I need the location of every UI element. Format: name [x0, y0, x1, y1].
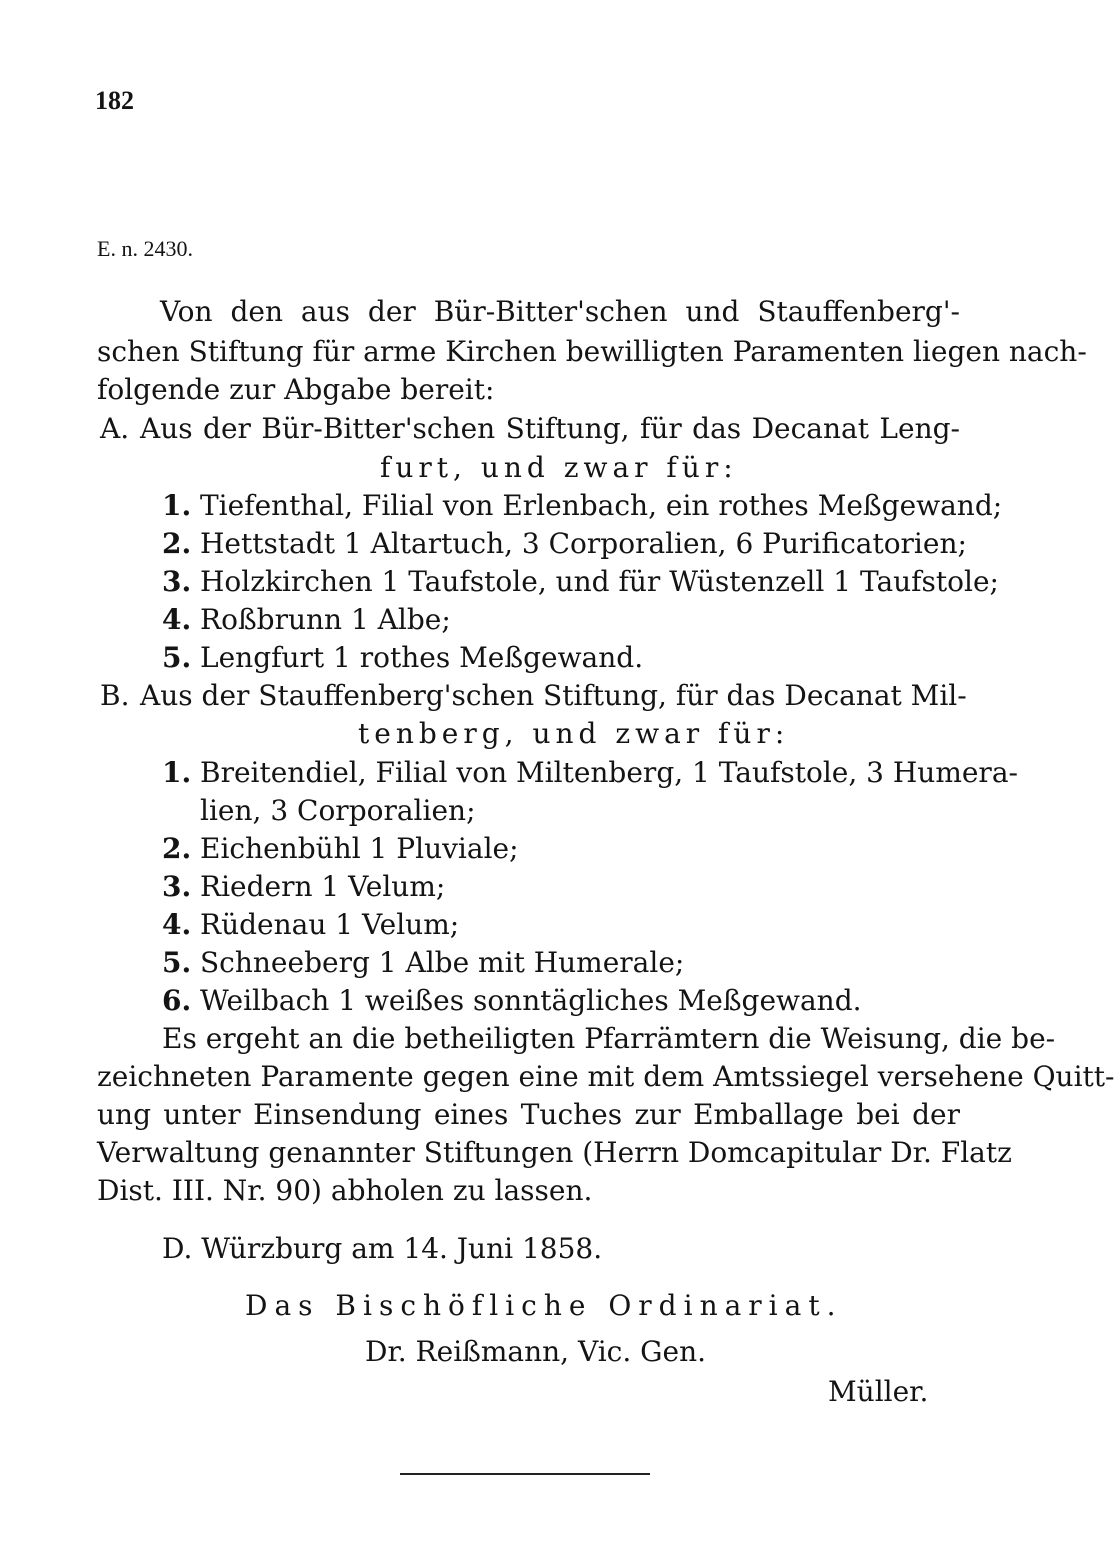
page-number: 182 [95, 86, 134, 115]
item-number: 6. [162, 984, 192, 1017]
list-item [162, 754, 1018, 792]
intro-line: Von den aus der Bür-Bitter'schen und Stauffenberg'- [160, 295, 960, 328]
list-item [162, 601, 451, 639]
item-text: Weilbach 1 weißes sonntägliches Meßgewand. [200, 984, 862, 1017]
item-text: Riedern 1 Velum; [200, 870, 446, 903]
signature-office: Das Bischöfliche Ordinariat. [245, 1289, 843, 1322]
signature-official: Dr. Reißmann, Vic. Gen. [365, 1335, 707, 1368]
item-text: Breitendiel, Filial von Miltenberg, 1 Taufstole, 3 Humera- [200, 756, 1018, 789]
section-b-heading [100, 677, 967, 715]
section-b-letter: B. [100, 679, 130, 712]
item-number: 3. [162, 565, 192, 598]
list-item [162, 563, 999, 601]
item-text: Hettstadt 1 Altartuch, 3 Corporalien, 6 Purificatorien; [200, 527, 967, 560]
closing-line: Es ergeht an die betheiligten Pfarrämtern die Weisung, die be- [162, 1022, 1056, 1055]
list-item [162, 487, 1002, 525]
item-text: Roßbrunn 1 Albe; [200, 603, 451, 636]
closing-line: ung unter Einsendung eines Tuches zur Emballage bei der [97, 1098, 960, 1131]
divider-rule [400, 1473, 650, 1475]
section-b-title-cont: tenberg, und zwar für: [358, 717, 790, 750]
item-number: 5. [162, 641, 192, 674]
signature-clerk: Müller. [828, 1375, 929, 1408]
intro-line: folgende zur Abgabe bereit: [97, 373, 495, 406]
section-a-letter: A. [100, 412, 130, 445]
list-item [162, 982, 862, 1020]
item-text: Schneeberg 1 Albe mit Humerale; [200, 946, 685, 979]
closing-line: Verwaltung genannter Stiftungen (Herrn Domcapitular Dr. Flatz [97, 1136, 1012, 1169]
item-text: Tiefenthal, Filial von Erlenbach, ein rothes Meßgewand; [200, 489, 1003, 522]
item-number: 5. [162, 946, 192, 979]
intro-line: schen Stiftung für arme Kirchen bewilligten Paramenten liegen nach- [97, 335, 1087, 368]
reference-number: E. n. 2430. [97, 236, 193, 261]
list-item [162, 525, 967, 563]
list-item [162, 906, 459, 944]
list-item [162, 944, 684, 982]
closing-line: zeichneten Paramente gegen eine mit dem Amtssiegel versehene Quitt- [97, 1060, 1115, 1093]
item-number: 1. [162, 489, 192, 522]
item-number: 4. [162, 908, 192, 941]
item-text: Lengfurt 1 rothes Meßgewand. [200, 641, 644, 674]
item-text: Rüdenau 1 Velum; [200, 908, 460, 941]
item-number: 4. [162, 603, 192, 636]
closing-line: Dist. III. Nr. 90) abholen zu lassen. [97, 1174, 593, 1207]
item-text: Eichenbühl 1 Pluviale; [200, 832, 519, 865]
dateline: D. Würzburg am 14. Juni 1858. [162, 1232, 603, 1265]
section-a-title: Aus der Bür-Bitter'schen Stiftung, für das Decanat Leng- [140, 412, 960, 445]
list-item [162, 639, 643, 677]
list-item-cont: lien, 3 Corporalien; [200, 794, 476, 827]
section-a-title-cont: furt, und zwar für: [380, 451, 738, 484]
item-number: 2. [162, 832, 192, 865]
item-number: 3. [162, 870, 192, 903]
item-number: 2. [162, 527, 192, 560]
section-a-heading [100, 410, 960, 448]
item-text: Holzkirchen 1 Taufstole, und für Wüstenzell 1 Taufstole; [200, 565, 999, 598]
section-b-title: Aus der Stauffenberg'schen Stiftung, für das Decanat Mil- [140, 679, 967, 712]
list-item [162, 868, 445, 906]
list-item [162, 830, 519, 868]
item-number: 1. [162, 756, 192, 789]
